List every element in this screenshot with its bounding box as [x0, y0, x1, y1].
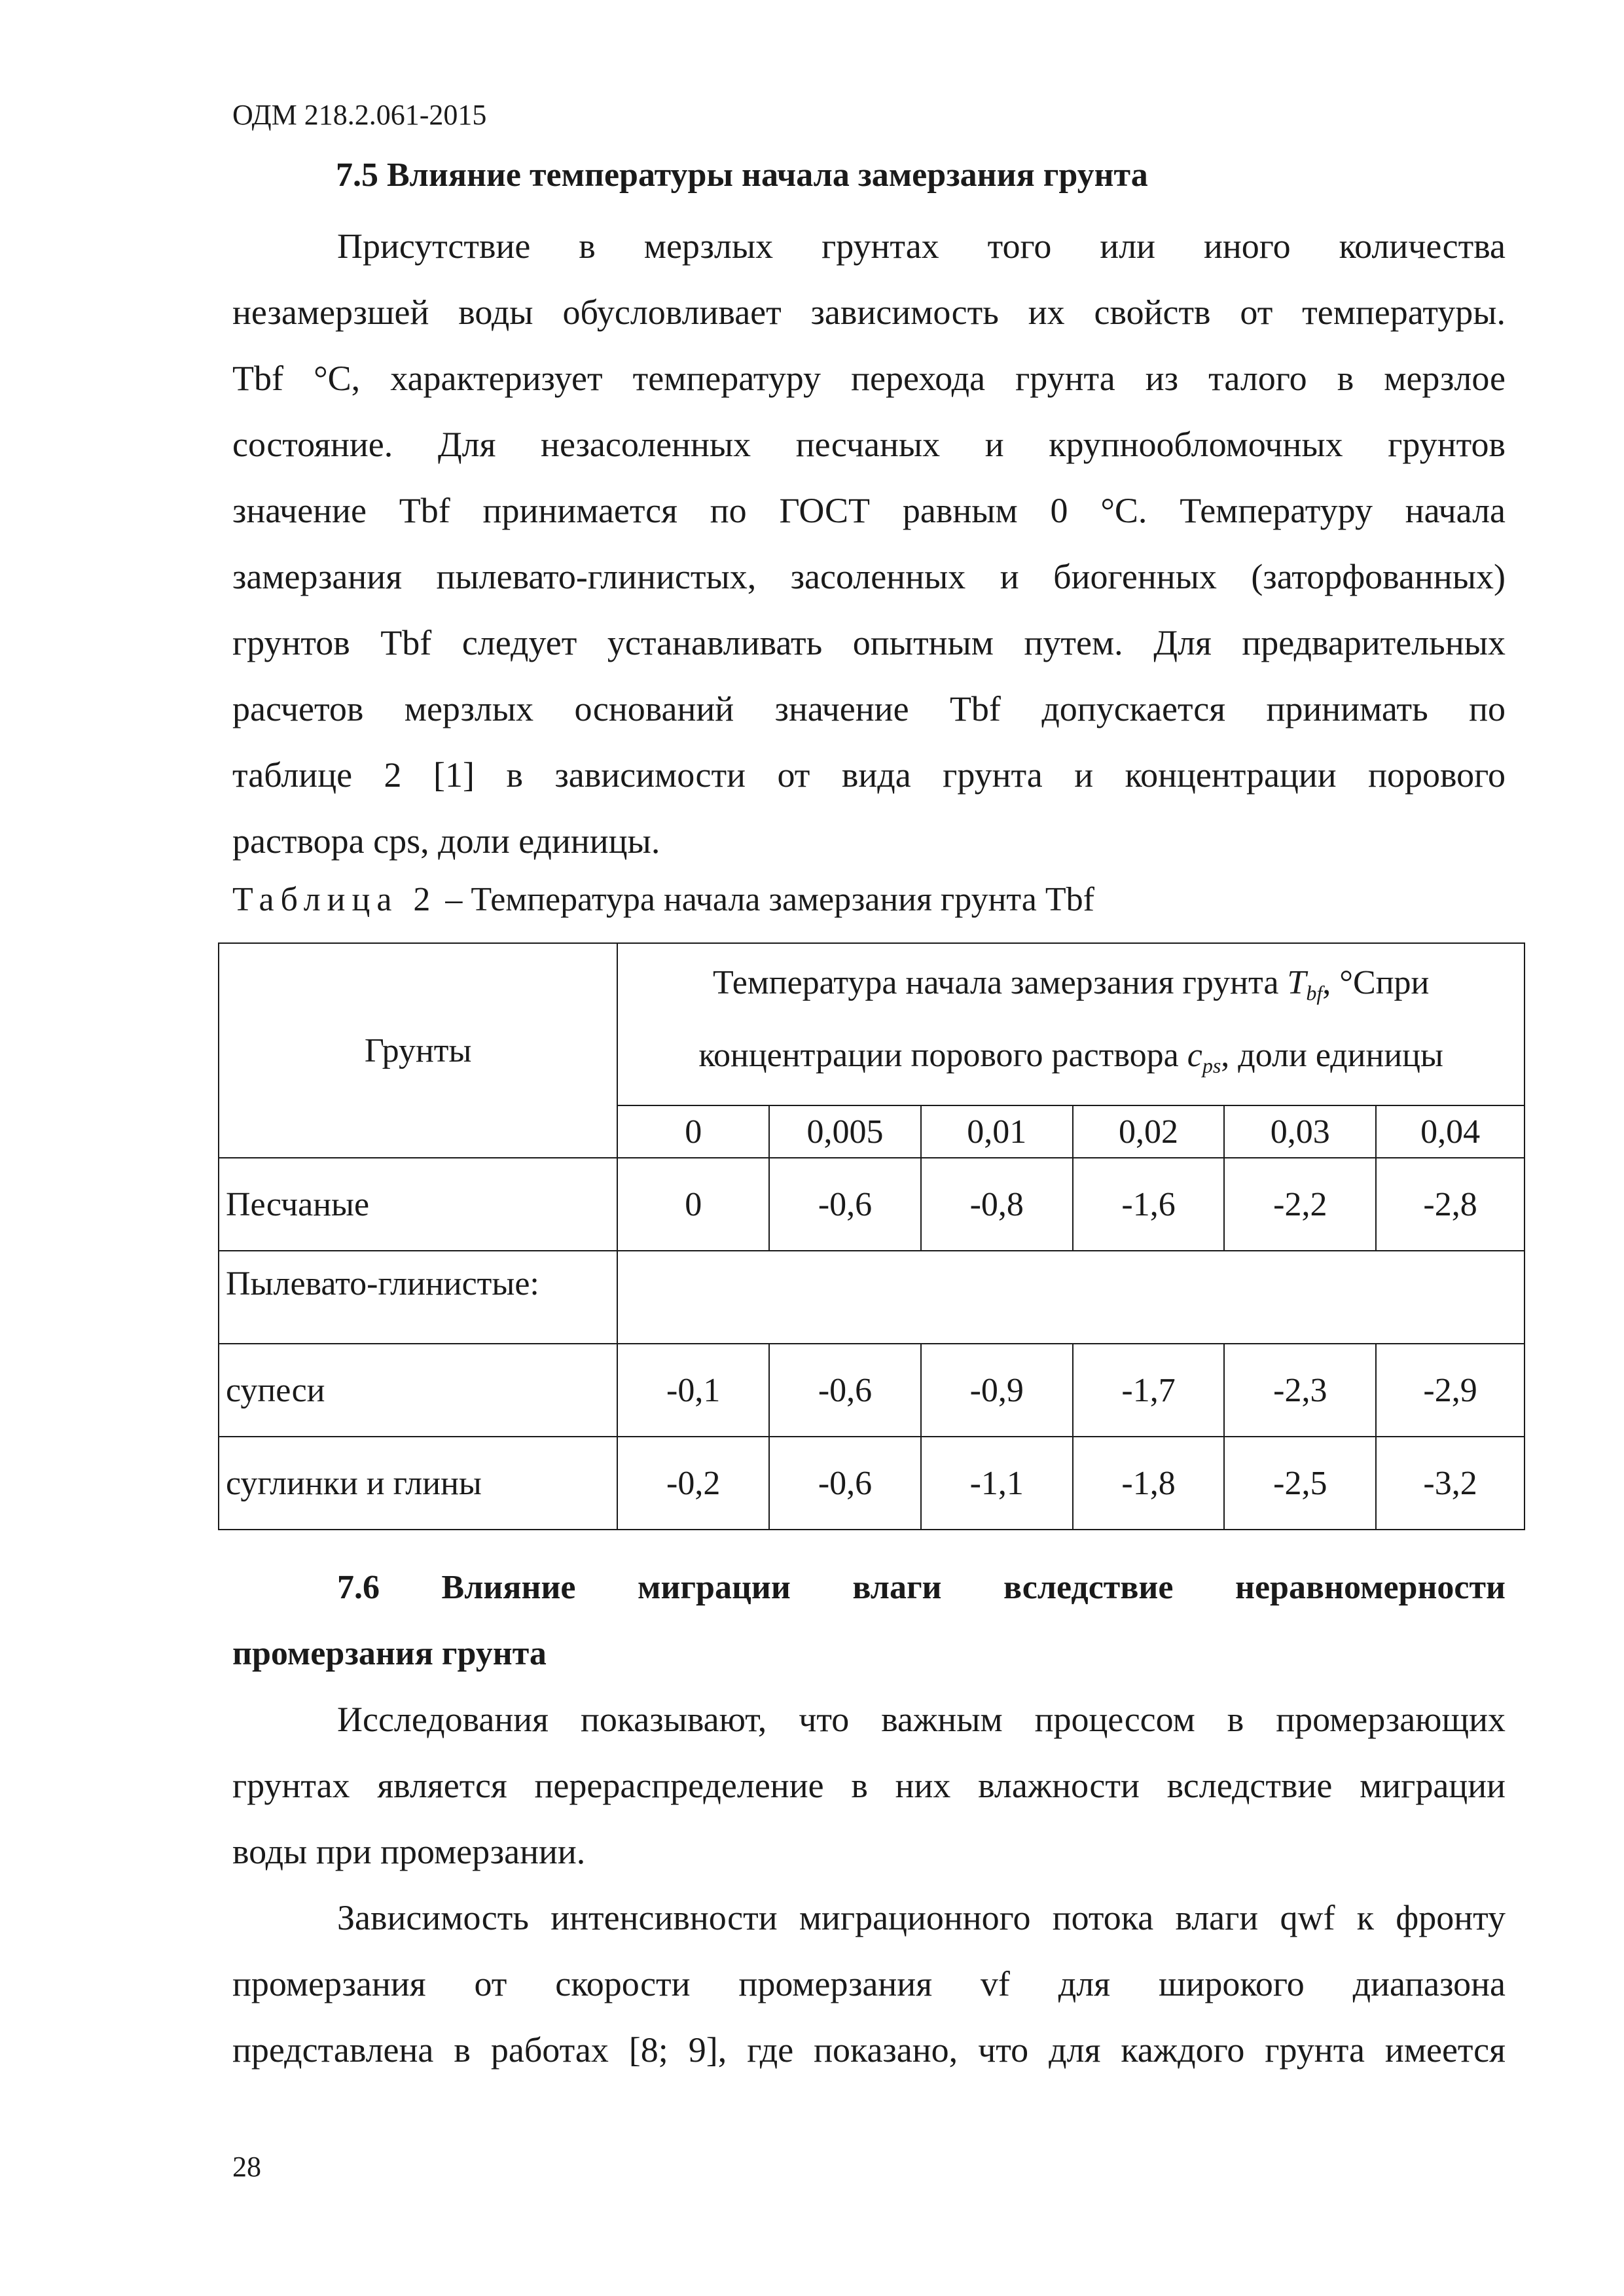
table-row	[219, 1251, 1525, 1344]
value-cell: -0,6	[769, 1158, 921, 1251]
section-7-6-title	[232, 1554, 1506, 1687]
header-temp-text-2: концентрации порового раствора	[698, 1037, 1187, 1074]
section-title-line: промерзания грунта	[232, 1635, 547, 1672]
text-line: незамерзшей воды обусловливает зависимость их свойств от температуры.	[232, 293, 1506, 332]
text-line: таблице 2 [1] в зависимости от вида грунта и концентрации порового	[232, 755, 1506, 795]
text-line: грунтах является перераспределение в них влажности вследствие миграции	[232, 1766, 1506, 1805]
table-row	[219, 1344, 1525, 1437]
header-temp-text-3: , доли единицы	[1221, 1037, 1443, 1074]
concentration-header: 0,02	[1073, 1105, 1225, 1158]
header-conc-subscript: ps	[1202, 1054, 1221, 1077]
header-temp-text: Температура начала замерзания грунта	[712, 964, 1288, 1001]
value-cell: -0,1	[617, 1344, 769, 1437]
text-line: раствора cps, доли единицы.	[232, 821, 660, 861]
page-number: 28	[232, 2151, 261, 2183]
text-line: значение Tbf принимается по ГОСТ равным 0 °С. Температуру начала	[232, 491, 1506, 530]
header-conc-symbol: c	[1187, 1037, 1202, 1074]
value-cell: -1,8	[1073, 1437, 1225, 1530]
value-cell: -1,6	[1073, 1158, 1225, 1251]
section-7-6-paragraph-2	[232, 1885, 1506, 2083]
section-title-line: 7.6 Влияние миграции влаги вследствие неравномерности	[337, 1569, 1506, 1606]
table-caption-label: Таблица 2	[232, 881, 437, 918]
value-cell: 0	[617, 1158, 769, 1251]
text-line: грунтов Tbf следует устанавливать опытным путем. Для предварительных	[232, 623, 1506, 662]
value-cell: -1,1	[921, 1437, 1073, 1530]
soil-name-cell: суглинки и глины	[219, 1437, 617, 1530]
soil-name-cell: Песчаные	[219, 1158, 617, 1251]
value-cell: -2,2	[1224, 1158, 1376, 1251]
header-temperature	[617, 943, 1525, 1105]
concentration-header: 0,005	[769, 1105, 921, 1158]
table-row	[219, 1158, 1525, 1251]
table-row	[219, 1437, 1525, 1530]
header-temp-subscript: bf	[1306, 981, 1323, 1005]
value-cell: -3,2	[1376, 1437, 1525, 1530]
concentration-header: 0,04	[1376, 1105, 1525, 1158]
table-caption-text: – Температура начала замерзания грунта Tbf	[437, 881, 1094, 918]
table-caption	[232, 880, 1094, 919]
value-cell: -1,7	[1073, 1344, 1225, 1437]
text-line: Присутствие в мерзлых грунтах того или иного количества	[337, 226, 1506, 266]
empty-group-cell	[617, 1251, 1525, 1344]
text-line: состояние. Для незасоленных песчаных и крупнообломочных грунтов	[232, 425, 1506, 464]
value-cell: -0,6	[769, 1437, 921, 1530]
text-line: замерзания пылевато-глинистых, засоленных и биогенных (заторфованных)	[232, 557, 1506, 596]
section-7-5-title: 7.5 Влияние температуры начала замерзания грунта	[336, 156, 1148, 194]
freezing-temperature-table	[218, 942, 1525, 1530]
value-cell: -0,9	[921, 1344, 1073, 1437]
concentration-header: 0,01	[921, 1105, 1073, 1158]
value-cell: -2,9	[1376, 1344, 1525, 1437]
soil-name-cell: супеси	[219, 1344, 617, 1437]
value-cell: -0,6	[769, 1344, 921, 1437]
text-line: воды при промерзании.	[232, 1832, 586, 1871]
concentration-header: 0,03	[1224, 1105, 1376, 1158]
section-7-5-paragraph	[232, 213, 1506, 874]
text-line: Исследования показывают, что важным процессом в промерзающих	[337, 1700, 1506, 1739]
value-cell: -2,3	[1224, 1344, 1376, 1437]
value-cell: -0,2	[617, 1437, 769, 1530]
value-cell: -0,8	[921, 1158, 1073, 1251]
header-soils: Грунты	[219, 943, 617, 1158]
text-line: Tbf °С, характеризует температуру перехода грунта из талого в мерзлое	[232, 359, 1506, 398]
text-line: представлена в работах [8; 9], где показано, что для каждого грунта имеется	[232, 2030, 1506, 2070]
value-cell: -2,8	[1376, 1158, 1525, 1251]
text-line: промерзания от скорости промерзания vf для широкого диапазона	[232, 1964, 1506, 2003]
section-7-6-paragraph-1	[232, 1687, 1506, 1885]
concentration-header: 0	[617, 1105, 769, 1158]
text-line: Зависимость интенсивности миграционного потока влаги qwf к фронту	[337, 1898, 1506, 1937]
soil-group-cell: Пылевато-глинистые:	[219, 1251, 617, 1344]
text-line: расчетов мерзлых оснований значение Tbf допускается принимать по	[232, 689, 1506, 728]
document-id-header: ОДМ 218.2.061-2015	[232, 99, 487, 131]
value-cell: -2,5	[1224, 1437, 1376, 1530]
header-temp-unit: , °Спри	[1322, 964, 1430, 1001]
header-temp-symbol: T	[1287, 964, 1307, 1001]
